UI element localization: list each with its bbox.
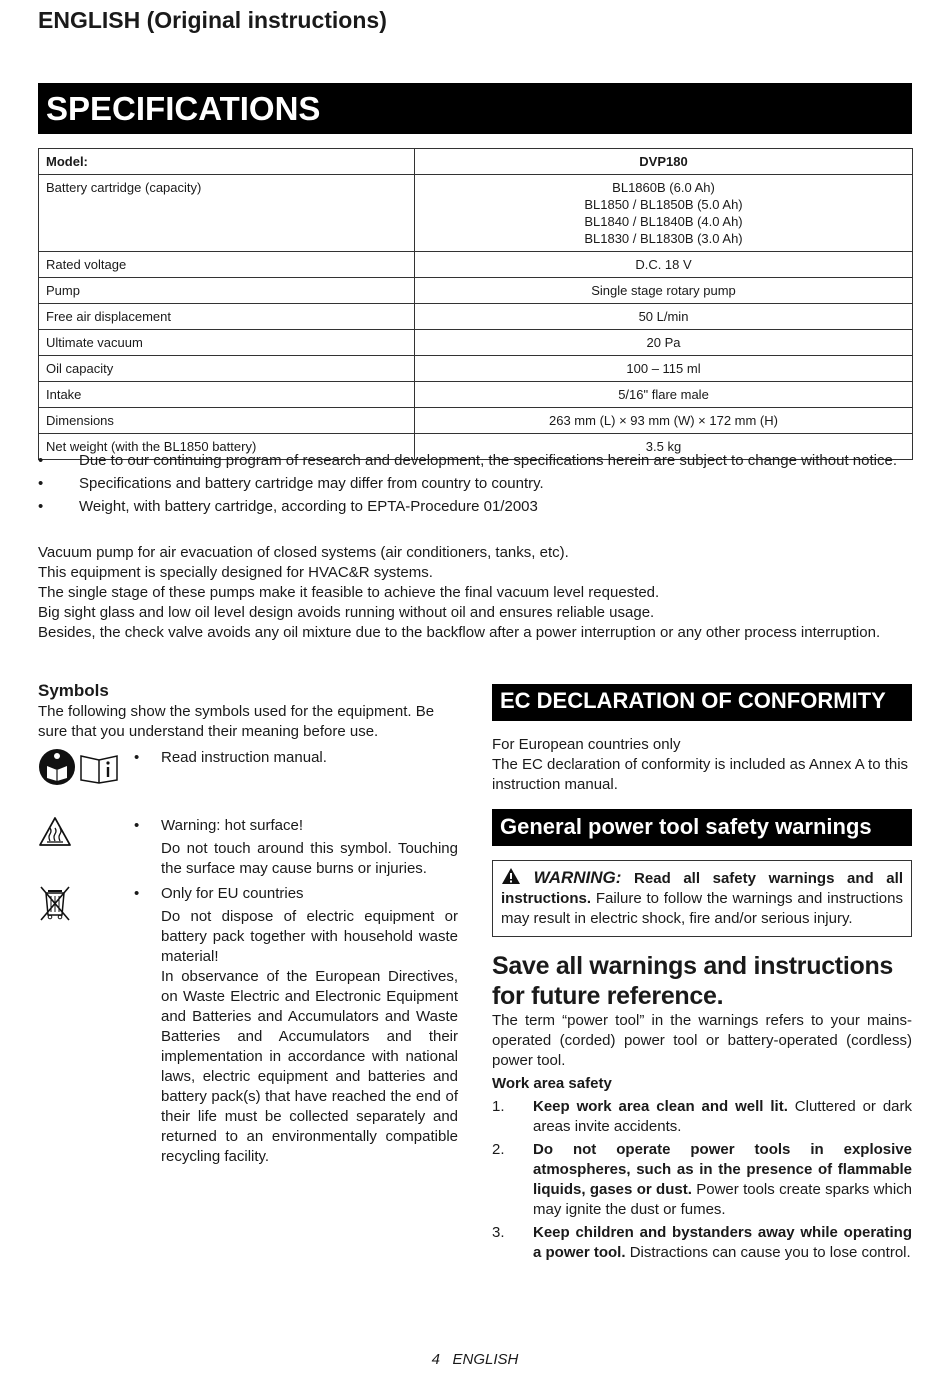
item-bold: Do not operate power tools in explosive atmospheres, such as in the presence of flammable liquids, gases or dust.: [533, 1141, 912, 1198]
note-item: [38, 497, 912, 517]
table-cell-label: Battery cartridge (capacity): [39, 175, 415, 252]
symbol-label-text: Only for EU countries: [161, 885, 304, 902]
note-text: Weight, with battery cartridge, according to EPTA-Procedure 01/2003: [79, 498, 538, 515]
table-row: [39, 304, 913, 330]
table-cell-value: Single stage rotary pump: [415, 278, 913, 304]
table-cell-label: Intake: [39, 382, 415, 408]
table-row: [39, 149, 913, 175]
symbol-label-text: Warning: hot surface!: [161, 817, 304, 834]
table-cell-value: 5/16" flare male: [415, 382, 913, 408]
table-cell-value: 50 L/min: [415, 304, 913, 330]
value-line: BL1840 / BL1840B (4.0 Ah): [584, 214, 743, 229]
item-number: 2.: [492, 1141, 505, 1158]
table-cell-label: Free air displacement: [39, 304, 415, 330]
note-text: Specifications and battery cartridge may differ from country to country.: [79, 475, 544, 492]
item-number: 3.: [492, 1224, 505, 1241]
bullet-dot: •: [38, 498, 44, 515]
warning-text: Failure to follow the warnings and instructions may result in electric shock, fire and/or serious injury.: [501, 890, 903, 927]
description-line: Big sight glass and low oil level design avoids running without oil and ensures reliable usage.: [38, 604, 655, 621]
description-line: Besides, the check valve avoids any oil mixture due to the backflow after a power interruption or any other process interruption.: [38, 624, 881, 641]
work-area-list: [492, 1097, 912, 1263]
right-column: [492, 684, 912, 1266]
table-row: [39, 408, 913, 434]
note-text: Due to our continuing program of research and development, the specifications herein are subject to change without notice.: [79, 452, 897, 469]
table-cell-label: Ultimate vacuum: [39, 330, 415, 356]
specifications-table: [38, 148, 913, 460]
symbols-title: Symbols: [38, 681, 109, 700]
value-line: BL1830 / BL1830B (3.0 Ah): [584, 231, 743, 246]
table-cell-value: 100 – 115 ml: [415, 356, 913, 382]
ec-line: For European countries only: [492, 736, 681, 753]
table-row: [39, 330, 913, 356]
table-cell-value: DVP180: [415, 149, 913, 175]
bullet-dot: •: [134, 817, 140, 834]
bullet-dot: •: [38, 475, 44, 492]
table-row: [39, 356, 913, 382]
read-manual-icon: [38, 748, 120, 792]
save-warnings-heading: Save all warnings and instructions for future reference.: [492, 952, 894, 1010]
work-area-title: Work area safety: [492, 1075, 612, 1092]
specifications-banner: SPECIFICATIONS: [38, 83, 912, 134]
table-row: [39, 382, 913, 408]
table-row: [39, 252, 913, 278]
symbol-row: [38, 816, 458, 879]
product-description: [38, 543, 912, 643]
symbol-label: [134, 816, 458, 836]
language-title: ENGLISH (Original instructions): [38, 7, 387, 33]
list-item: [492, 1097, 912, 1137]
specification-notes: [38, 451, 912, 520]
description-line: This equipment is specially designed for HVAC&R systems.: [38, 564, 433, 581]
bullet-dot: •: [134, 885, 140, 902]
warning-triangle-icon: [501, 870, 534, 887]
symbol-detail: In observance of the European Directives, on Waste Electric and Electronic Equipment and Batteries and Accumulators and Waste Batteries and Accumulators and their implementation in accordance with national laws, electric equipment and batteries and battery pack(s) that have reached the end of their life must be collected separately and returned to an environmentally compatible recycling facility.: [161, 968, 458, 1165]
item-text: Distractions can cause you to lose control.: [629, 1244, 911, 1261]
item-bold: Keep work area clean and well lit.: [533, 1098, 788, 1115]
table-cell-label: Net weight (with the BL1850 battery): [39, 434, 415, 460]
symbol-label: [134, 884, 458, 904]
list-item: [492, 1140, 912, 1220]
symbols-section: [38, 680, 458, 1167]
item-text: Cluttered or dark areas invite accidents.: [533, 1098, 912, 1135]
symbol-label-text: Read instruction manual.: [161, 749, 327, 766]
item-bold: Keep children and bystanders away while operating a power tool.: [533, 1224, 912, 1261]
warning-label: WARNING:: [533, 868, 622, 887]
table-cell-label: Pump: [39, 278, 415, 304]
term-definition: The term “power tool” in the warnings refers to your mains-operated (corded) power tool or battery-operated (cordless) power tool.: [492, 1012, 912, 1069]
item-text: Power tools create sparks which may ignite the dust or fumes.: [533, 1181, 912, 1218]
page-footer: 4 ENGLISH: [431, 1351, 519, 1368]
value-line: BL1850 / BL1850B (5.0 Ah): [584, 197, 743, 212]
item-number: 1.: [492, 1098, 505, 1115]
symbol-detail: Do not touch around this symbol. Touching the surface may cause burns or injuries.: [161, 840, 458, 877]
table-cell-label: Oil capacity: [39, 356, 415, 382]
description-line: The single stage of these pumps make it feasible to achieve the final vacuum level requested.: [38, 584, 660, 601]
symbols-intro: The following show the symbols used for the equipment. Be sure that you understand their meaning before use.: [38, 703, 435, 740]
symbol-label: [134, 748, 458, 768]
symbol-detail: Do not dispose of electric equipment or battery pack together with household waste material!: [161, 908, 458, 965]
value-line: BL1860B (6.0 Ah): [612, 180, 715, 195]
ec-line: The EC declaration of conformity is included as Annex A to this instruction manual.: [492, 756, 909, 793]
table-cell-value: D.C. 18 V: [415, 252, 913, 278]
table-row: [39, 278, 913, 304]
ec-declaration-banner: EC DECLARATION OF CONFORMITY: [492, 684, 912, 721]
list-item: [492, 1223, 912, 1263]
symbol-row: [38, 748, 458, 808]
warning-box: [492, 860, 912, 937]
note-item: [38, 474, 912, 494]
table-row: [39, 175, 913, 252]
description-line: Vacuum pump for air evacuation of closed systems (air conditioners, tanks, etc).: [38, 544, 569, 561]
table-cell-label: Model:: [39, 149, 415, 175]
table-cell-label: Rated voltage: [39, 252, 415, 278]
bullet-dot: •: [38, 452, 44, 469]
table-cell-value: 263 mm (L) × 93 mm (W) × 172 mm (H): [415, 408, 913, 434]
safety-banner: General power tool safety warnings: [492, 809, 912, 846]
crossed-bin-icon: [38, 884, 72, 928]
note-item: [38, 451, 912, 471]
bullet-dot: •: [134, 749, 140, 766]
table-cell-value: 3.5 kg: [415, 434, 913, 460]
hot-surface-icon: [38, 816, 72, 854]
warning-bold-text: Read all safety warnings and all instructions.: [501, 870, 903, 907]
table-cell-label: Dimensions: [39, 408, 415, 434]
ec-declaration-body: [492, 735, 912, 795]
symbol-row: [38, 884, 458, 1167]
table-cell-value: 20 Pa: [415, 330, 913, 356]
table-cell-value: [415, 175, 913, 252]
